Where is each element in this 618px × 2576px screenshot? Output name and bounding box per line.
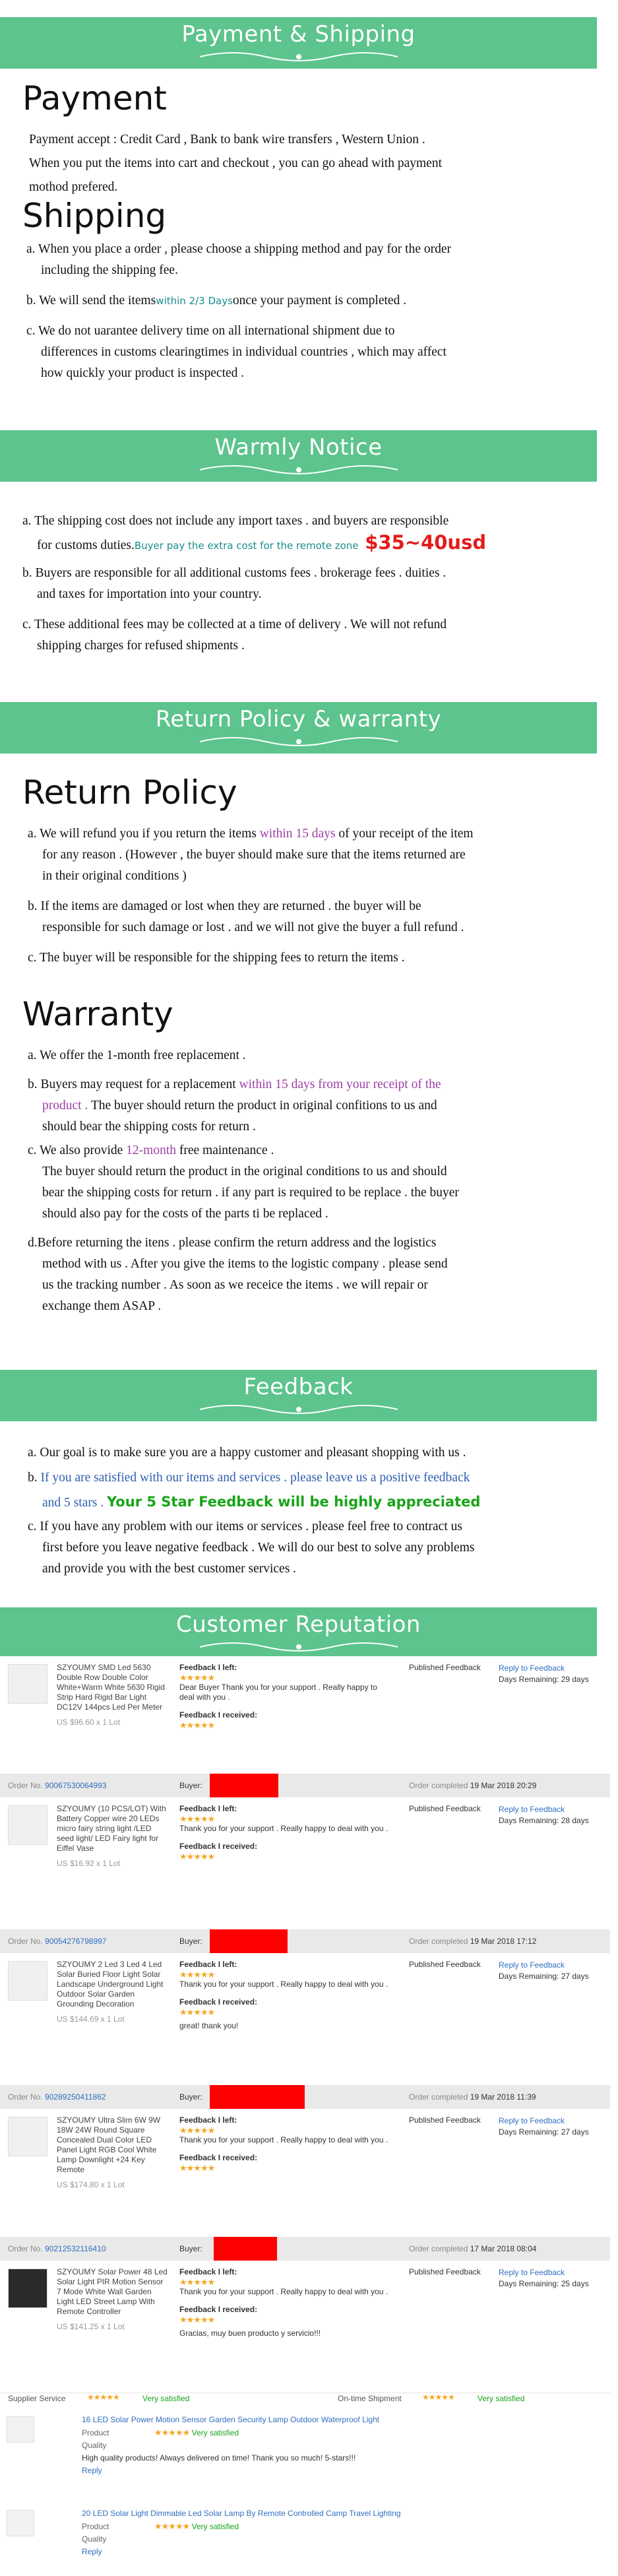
shipping-b-highlight: within 2/3 Days	[156, 295, 233, 307]
flourish-ornament	[193, 462, 404, 476]
order-completed	[409, 2237, 536, 2261]
flourish-ornament	[193, 734, 404, 748]
order-completed-label: Order completed	[409, 1937, 468, 1946]
order-number	[8, 2085, 106, 2109]
star-rating: ★★★★★	[179, 1814, 215, 1824]
quality-label: Quality	[82, 2534, 107, 2544]
return-b-cont: responsible for such damage or lost . and we will not give the buyer a full refund .	[42, 920, 464, 934]
banner-title: Warmly Notice	[214, 434, 383, 461]
feedback-block	[179, 1804, 390, 1861]
warranty-heading: Warranty	[22, 995, 173, 1033]
flourish-ornament	[193, 1639, 404, 1654]
shipping-text	[26, 239, 594, 384]
review-item	[0, 2414, 610, 2493]
return-b: b. If the items are damaged or lost when they are returned . the buyer will be	[28, 899, 421, 913]
redacted-buyer	[210, 1929, 288, 1953]
notice-a: a. The shipping cost does not include any import taxes . and buyers are responsible	[22, 514, 449, 528]
feedback-received-text: Gracias, muy buen producto y servicio!!!	[179, 2329, 321, 2338]
product-thumbnail[interactable]	[8, 2117, 47, 2156]
buyer-label: Buyer:	[179, 1937, 202, 1946]
supplier-service-rating: Very satisfied	[142, 2394, 190, 2403]
review-body	[82, 2414, 379, 2477]
notice-b: b. Buyers are responsible for all additional customs fees . brokerage fees . duities .	[22, 566, 447, 580]
published-feedback: Published Feedback	[409, 1663, 481, 1672]
days-remaining: Days Remaining: 28 days	[499, 1816, 589, 1825]
order-no-label: Order No.	[8, 2244, 43, 2253]
shipping-b-post: once your payment is completed .	[232, 294, 407, 307]
warranty-b	[28, 1074, 602, 1095]
reputation-panel	[0, 1656, 618, 2576]
order-bar	[0, 1774, 610, 1797]
product-thumbnail[interactable]	[8, 2269, 47, 2308]
return-a-post: of your receipt of the item	[335, 827, 474, 841]
warranty-c-post: free maintenance .	[176, 1143, 274, 1157]
warranty-c-cont: The buyer should return the product in the original conditions to us and should	[42, 1165, 447, 1178]
product-price: US $141.25 x 1 Lot	[57, 2322, 125, 2331]
feedback-banner	[0, 1370, 597, 1421]
product-rating-label: Product	[82, 2522, 109, 2531]
product-price: US $144.69 x 1 Lot	[57, 2014, 125, 2024]
feedback-left-label: Feedback I left:	[179, 1960, 237, 1969]
reply-block	[499, 1804, 611, 1826]
reply-to-feedback-link[interactable]: Reply to Feedback	[499, 2268, 565, 2277]
order-no-link[interactable]: 90067530064993	[45, 1781, 107, 1790]
notice-b-cont: and taxes for importation into your country.	[37, 587, 262, 601]
product-info	[57, 2267, 169, 2332]
order-number	[8, 1774, 106, 1797]
product-price: US $16.92 x 1 Lot	[57, 1859, 121, 1868]
star-rating: ★★★★★	[154, 2428, 190, 2437]
order-no-link[interactable]: 90289250411862	[45, 2092, 106, 2102]
feedback-row	[0, 1953, 610, 2086]
star-rating: ★★★★★	[179, 2125, 215, 2135]
star-rating: ★★★★★	[179, 1970, 215, 1980]
product-info	[57, 1960, 169, 2024]
order-completed-date: 19 Mar 2018 11:39	[470, 2092, 536, 2102]
feedback-c: c. If you have any problem with our items or services . please feel free to contract us	[28, 1520, 462, 1533]
order-completed-label: Order completed	[409, 1781, 468, 1790]
payment-text	[29, 129, 596, 198]
product-rating-text: Very satisfied	[191, 2522, 239, 2531]
supplier-service-stars: ★★★★★	[87, 2393, 119, 2402]
product-info	[57, 2115, 169, 2190]
product-thumbnail[interactable]	[8, 1664, 47, 1704]
feedback-row	[0, 2261, 610, 2393]
flourish-ornament	[193, 49, 404, 63]
feedback-b-highlight: If you are satisfied with our items and services . please leave us a positive feedback	[40, 1471, 470, 1485]
warranty-a: a. We offer the 1-month free replacement .	[28, 1048, 246, 1062]
payment-shipping-banner	[0, 17, 597, 69]
feedback-left-label: Feedback I left:	[179, 1804, 237, 1813]
feedback-left-label: Feedback I left:	[179, 1663, 237, 1672]
feedback-left-label: Feedback I left:	[179, 2267, 237, 2276]
reply-block	[499, 1663, 611, 1685]
feedback-left-text: Thank you for your support . Really happy to deal with you .	[179, 1980, 388, 1989]
days-remaining: Days Remaining: 29 days	[499, 1675, 589, 1684]
notice-a-cont	[22, 532, 596, 556]
feedback-b-highlight-2: and 5 stars .	[42, 1496, 104, 1510]
star-rating: ★★★★★	[179, 1720, 215, 1730]
feedback-left-text: Thank you for your support . Really happy to deal with you .	[179, 2135, 388, 2144]
flourish-ornament	[193, 1401, 404, 1416]
product-title[interactable]: SZYOUMY (10 PCS/LOT) With Battery Copper wire 20 LEDs micro fairy string light /LED seed light/ LED Fairy light for Eiffel Vase	[57, 1804, 166, 1853]
warranty-c-cont: should also pay for the costs of the parts ti be replaced .	[42, 1207, 328, 1221]
banner-title: Feedback	[243, 1374, 354, 1400]
order-no-label: Order No.	[8, 1937, 43, 1946]
reply-to-feedback-link[interactable]: Reply to Feedback	[499, 1805, 565, 1814]
reply-block	[499, 2267, 611, 2290]
warranty-c-pre: c. We also provide	[28, 1143, 127, 1157]
review-item	[0, 2507, 610, 2576]
shipping-a-cont: including the shipping fee.	[41, 263, 178, 277]
review-product-rating	[82, 2520, 401, 2533]
return-c: c. The buyer will be responsible for the shipping fees to return the items .	[28, 951, 405, 965]
banner-title: Payment & Shipping	[181, 21, 416, 48]
published-feedback: Published Feedback	[409, 2115, 481, 2125]
payment-line: Payment accept : Credit Card , Bank to bank wire transfers , Western Union .	[29, 133, 425, 146]
warmly-notice-banner	[0, 430, 597, 482]
feedback-row	[0, 1797, 610, 1930]
star-rating: ★★★★★	[154, 2521, 190, 2531]
product-price: US $174.80 x 1 Lot	[57, 2180, 125, 2189]
order-bar	[0, 2085, 610, 2109]
shipping-b	[26, 290, 594, 311]
order-no-link[interactable]: 90212532116410	[45, 2244, 106, 2253]
warranty-b-post: The buyer should return the product in original confitions to us and	[88, 1099, 437, 1112]
order-completed	[409, 1774, 536, 1797]
days-remaining: Days Remaining: 27 days	[499, 1972, 589, 1981]
product-thumbnail[interactable]	[7, 2510, 34, 2536]
product-price: US $96.60 x 1 Lot	[57, 1718, 121, 1727]
return-policy-heading: Return Policy	[22, 773, 237, 812]
notice-c-cont: shipping charges for refused shipments .	[37, 639, 245, 653]
order-completed-label: Order completed	[409, 2244, 468, 2253]
warranty-c-cont: bear the shipping costs for return . if any part is required to be replace . the buyer	[42, 1186, 459, 1200]
order-no-link[interactable]: 90054276798997	[45, 1937, 107, 1946]
supplier-service-label: Supplier Service	[8, 2394, 66, 2403]
shipping-c-cont: differences in customs clearingtimes in individual countries , which may affect	[41, 345, 447, 359]
product-title[interactable]: SZYOUMY Ultra Slim 6W 9W 18W 24W Round Square Concealed Dual Color LED Panel Light RGB Cool White Lamp Downlight +24 Key Remote	[57, 2115, 161, 2174]
redacted-buyer	[210, 2085, 305, 2109]
remote-zone-note: Buyer pay the extra cost for the remote zone	[134, 540, 359, 552]
warranty-d-cont: us the tracking number . As soon as we receice the items . we will repair or	[42, 1278, 428, 1292]
feedback-row	[0, 2109, 610, 2238]
payment-line: mothod prefered.	[29, 180, 118, 194]
shipping-b-pre: b. We will send the items	[26, 294, 156, 307]
published-feedback: Published Feedback	[409, 1960, 481, 1969]
reply-to-feedback-link[interactable]: Reply to Feedback	[499, 2116, 565, 2125]
warranty-c-highlight: 12-month	[126, 1143, 176, 1157]
product-title[interactable]: SZYOUMY Solar Power 48 Led Solar Light PIR Motion Sensor 7 Mode White Wall Garden Light LED Street Lamp With Remote Controller	[57, 2267, 168, 2316]
star-rating: ★★★★★	[179, 1852, 215, 1861]
product-thumbnail[interactable]	[7, 2416, 34, 2443]
star-rating: ★★★★★	[179, 2163, 215, 2173]
product-thumbnail[interactable]	[8, 1805, 47, 1845]
redacted-buyer	[210, 1774, 278, 1797]
order-no-label: Order No.	[8, 1781, 43, 1790]
warranty-d: d.Before returning the itens . please confirm the return address and the logistics	[28, 1236, 437, 1250]
notice-c: c. These additional fees may be collected at a time of delivery . We will not refund	[22, 618, 447, 631]
feedback-left-text: Thank you for your support . Really happy to deal with you .	[179, 1824, 388, 1833]
banner-title: Customer Reputation	[176, 1611, 421, 1638]
star-rating: ★★★★★	[179, 2315, 215, 2325]
shipping-heading: Shipping	[22, 197, 167, 235]
star-rating: ★★★★★	[179, 2007, 215, 2017]
days-remaining: Days Remaining: 27 days	[499, 2127, 589, 2137]
return-a-highlight: within 15 days	[259, 827, 336, 841]
notice-a-cont-text: for customs duties.	[37, 538, 135, 552]
shipping-c-cont: how quickly your product is inspected .	[41, 366, 245, 380]
published-feedback: Published Feedback	[409, 2267, 481, 2276]
published-feedback: Published Feedback	[409, 1804, 481, 1813]
shipping-c: c. We do not uarantee delivery time on all international shipment due to	[26, 324, 395, 338]
return-warranty-banner	[0, 702, 597, 754]
feedback-received-label: Feedback I received:	[179, 1842, 258, 1851]
review-product-title[interactable]: 20 LED Solar Light Dimmable Led Solar Lamp By Remote Controlled Camp Travel Lighting	[82, 2509, 401, 2518]
feedback-a: a. Our goal is to make sure you are a happy customer and pleasant shopping with us .	[28, 1446, 466, 1460]
ontime-shipment-rating: Very satisfied	[478, 2394, 525, 2403]
product-thumbnail[interactable]	[8, 1961, 47, 2001]
order-number	[8, 1929, 106, 1953]
review-product-rating	[82, 2426, 379, 2439]
order-completed-date: 17 Mar 2018 08:04	[470, 2244, 537, 2253]
warranty-b-pre: b. Buyers may request for a replacement	[28, 1078, 239, 1091]
warranty-text	[28, 1045, 602, 1317]
review-product-title[interactable]: 16 LED Solar Power Motion Sensor Garden Security Lamp Outdoor Waterproof Light	[82, 2415, 380, 2424]
order-number	[8, 2237, 106, 2261]
feedback-received-label: Feedback I received:	[179, 2305, 258, 2314]
return-policy-text	[28, 823, 602, 969]
return-a-pre: a. We will refund you if you return the items	[28, 827, 260, 841]
star-rating: ★★★★★	[179, 2277, 215, 2287]
product-rating-text: Very satisfied	[191, 2428, 239, 2437]
order-bar	[0, 2237, 610, 2261]
buyer-label: Buyer:	[179, 1781, 202, 1790]
feedback-block	[179, 2115, 390, 2173]
feedback-received-label: Feedback I received:	[179, 1997, 258, 2007]
order-no-label: Order No.	[8, 2092, 43, 2102]
feedback-b-pre: b.	[28, 1471, 41, 1485]
remote-zone-price: $35~40usd	[365, 531, 487, 554]
order-completed-date: 19 Mar 2018 17:12	[470, 1937, 537, 1946]
feedback-left-text: Thank you for your support . Really happy to deal with you .	[179, 2287, 388, 2296]
order-bar	[0, 1929, 610, 1953]
shipping-a: a. When you place a order , please choose a shipping method and pay for the order	[26, 242, 451, 256]
product-rating-label: Product	[82, 2428, 109, 2437]
quality-label: Quality	[82, 2441, 107, 2450]
feedback-received-text: great! thank you!	[179, 2021, 239, 2030]
feedback-c-cont: and provide you with the best customer services .	[42, 1562, 297, 1576]
product-title[interactable]: SZYOUMY 2 Led 3 Led 4 Led Solar Buried Floor Light Solar Landscape Underground Light Outdoor Solar Garden Grounding Decoration	[57, 1960, 164, 2009]
feedback-block	[179, 1960, 390, 2031]
warranty-b-cont: should bear the shipping costs for return .	[42, 1120, 256, 1134]
product-title[interactable]: SZYOUMY SMD Led 5630 Double Row Double Color White+Warm White 5630 Rigid Strip Hard Rigid Bar Light DC12V 144pcs Led Per Meter	[57, 1663, 165, 1712]
order-completed-date: 19 Mar 2018 20:29	[470, 1781, 537, 1790]
product-info	[57, 1804, 169, 1869]
payment-heading: Payment	[22, 79, 167, 117]
reply-to-feedback-link[interactable]: Reply to Feedback	[499, 1960, 565, 1970]
ontime-shipment-stars: ★★★★★	[422, 2393, 454, 2402]
reply-link[interactable]: Reply	[82, 2466, 102, 2475]
feedback-row	[0, 1656, 610, 1774]
star-rating: ★★★★★	[179, 1673, 215, 1683]
reply-link[interactable]: Reply	[82, 2547, 102, 2556]
feedback-text	[28, 1442, 602, 1580]
warranty-b-highlight: within 15 days from your receipt of the	[239, 1078, 441, 1091]
feedback-c-cont: first before you leave negative feedback . We will do our best to solve any problems	[42, 1541, 475, 1555]
days-remaining: Days Remaining: 25 days	[499, 2279, 589, 2288]
warranty-b-cont	[28, 1095, 602, 1116]
banner-title: Return Policy & warranty	[155, 706, 442, 732]
return-a-cont: for any reason . (However , the buyer should make sure that the items returned are	[42, 848, 466, 862]
feedback-block	[179, 2267, 390, 2338]
payment-line: When you put the items into cart and checkout , you can go ahead with payment	[29, 156, 442, 170]
buyer-label: Buyer:	[179, 2092, 202, 2102]
feedback-left-text: Dear Buyer Thank you for your support . Really happy to deal with you .	[179, 1683, 377, 1702]
reply-block	[499, 1960, 611, 1982]
product-info	[57, 1663, 169, 1727]
reply-block	[499, 2115, 611, 2138]
warranty-c	[28, 1140, 602, 1161]
return-a	[28, 823, 602, 845]
notice-text	[22, 511, 596, 657]
review-body	[82, 2507, 401, 2558]
warranty-d-cont: exchange them ASAP .	[42, 1299, 162, 1313]
buyer-label: Buyer:	[179, 2244, 202, 2253]
order-completed-label: Order completed	[409, 2092, 468, 2102]
return-a-cont: in their original conditions )	[42, 869, 187, 883]
review-text: High quality products! Always delivered on time! Thank you so much! 5-stars!!!	[82, 2453, 356, 2463]
customer-reputation-banner	[0, 1607, 597, 1656]
warranty-b-highlight-2: product .	[42, 1099, 88, 1112]
warranty-d-cont: method with us . After you give the items to the logistic company . please send	[42, 1257, 448, 1271]
feedback-received-label: Feedback I received:	[179, 1710, 258, 1720]
reply-to-feedback-link[interactable]: Reply to Feedback	[499, 1663, 565, 1673]
redacted-buyer	[214, 2237, 277, 2261]
feedback-b-cont	[28, 1491, 602, 1514]
ontime-shipment-label: On-time Shipment	[338, 2394, 402, 2403]
feedback-left-label: Feedback I left:	[179, 2115, 237, 2125]
order-completed	[409, 1929, 536, 1953]
order-completed	[409, 2085, 536, 2109]
feedback-received-label: Feedback I received:	[179, 2153, 258, 2162]
five-star-appreciation: Your 5 Star Feedback will be highly appreciated	[107, 1494, 481, 1510]
feedback-block	[179, 1663, 390, 1730]
feedback-b	[28, 1467, 602, 1489]
